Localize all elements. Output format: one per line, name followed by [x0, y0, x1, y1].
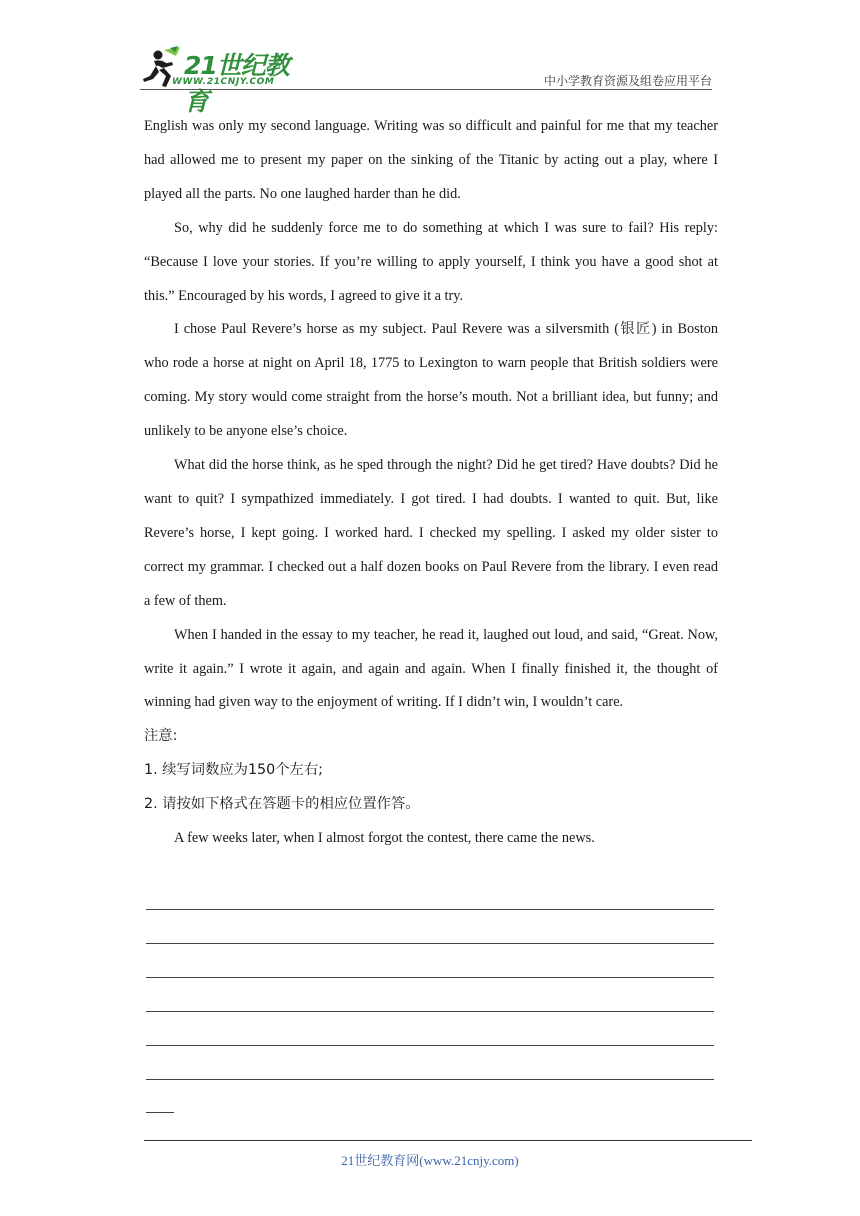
answer-line-end — [146, 1112, 174, 1113]
logo-text: 21世纪教育 — [184, 51, 289, 116]
page-header — [140, 44, 712, 116]
answer-line[interactable] — [146, 1012, 714, 1046]
note-item-1: 1. 续写词数应为150个左右; — [144, 762, 323, 779]
footer-divider — [144, 1140, 752, 1141]
logo-url: WWW.21CNJY.COM — [172, 77, 275, 87]
platform-label: 中小学教育资源及组卷应用平台 — [543, 74, 712, 88]
header-divider — [140, 89, 712, 90]
answer-line[interactable] — [146, 944, 714, 978]
note-item-2: 2. 请按如下格式在答题卡的相应位置作答。 — [144, 796, 420, 813]
answer-area[interactable] — [146, 908, 714, 1080]
passage — [144, 110, 718, 856]
footer-source: 21世纪教育网(www.21cnjy.com) — [341, 1153, 519, 1168]
paragraph-3: I chose Paul Revere’s horse as my subject. Paul Revere was a silversmith (银匠) in Boston who rode a horse at night on April 18, 1775 to Lexington to warn people that British soldiers were coming. My story would come straight from the horse’s mouth. Not a brilliant idea, but funny; and unlikely to be anyone else’s choice. — [144, 321, 718, 440]
answer-line[interactable] — [146, 1046, 714, 1080]
answer-line[interactable] — [146, 978, 714, 1012]
logo — [140, 44, 310, 116]
paragraph-5: When I handed in the essay to my teacher, he read it, laughed out loud, and said, “Great. Now, write it again.” I wrote it again, and again and again. When I finally finished it, the thought of winning had given way to the enjoyment of writing. If I didn’t win, I wouldn’t care. — [144, 626, 718, 711]
notes-title: 注意: — [144, 728, 178, 745]
prompt-sentence: A few weeks later, when I almost forgot the contest, there came the news. — [174, 830, 595, 847]
paragraph-4: What did the horse think, as he sped through the night? Did he get tired? Have doubts? Did he want to quit? I sympathized immediately. I got tired. I had doubts. I wanted to quit. But, like Revere’s horse, I kept going. I worked hard. I checked my spelling. I asked my older sister to correct my grammar. I checked out a half dozen books on Paul Revere from the library. I even read a few of them. — [144, 457, 718, 609]
answer-line[interactable] — [146, 910, 714, 944]
paragraph-2: So, why did he suddenly force me to do something at which I was sure to fail? His reply: “Because I love your stories. If you’re willing to apply yourself, I think you have a good shot at this.” Encouraged by his words, I agreed to give it a try. — [144, 219, 718, 304]
paragraph-1: English was only my second language. Writing was so difficult and painful for me that my teacher had allowed me to present my paper on the sinking of the Titanic by acting out a play, where I played all the parts. No one laughed harder than he did. — [144, 118, 718, 202]
